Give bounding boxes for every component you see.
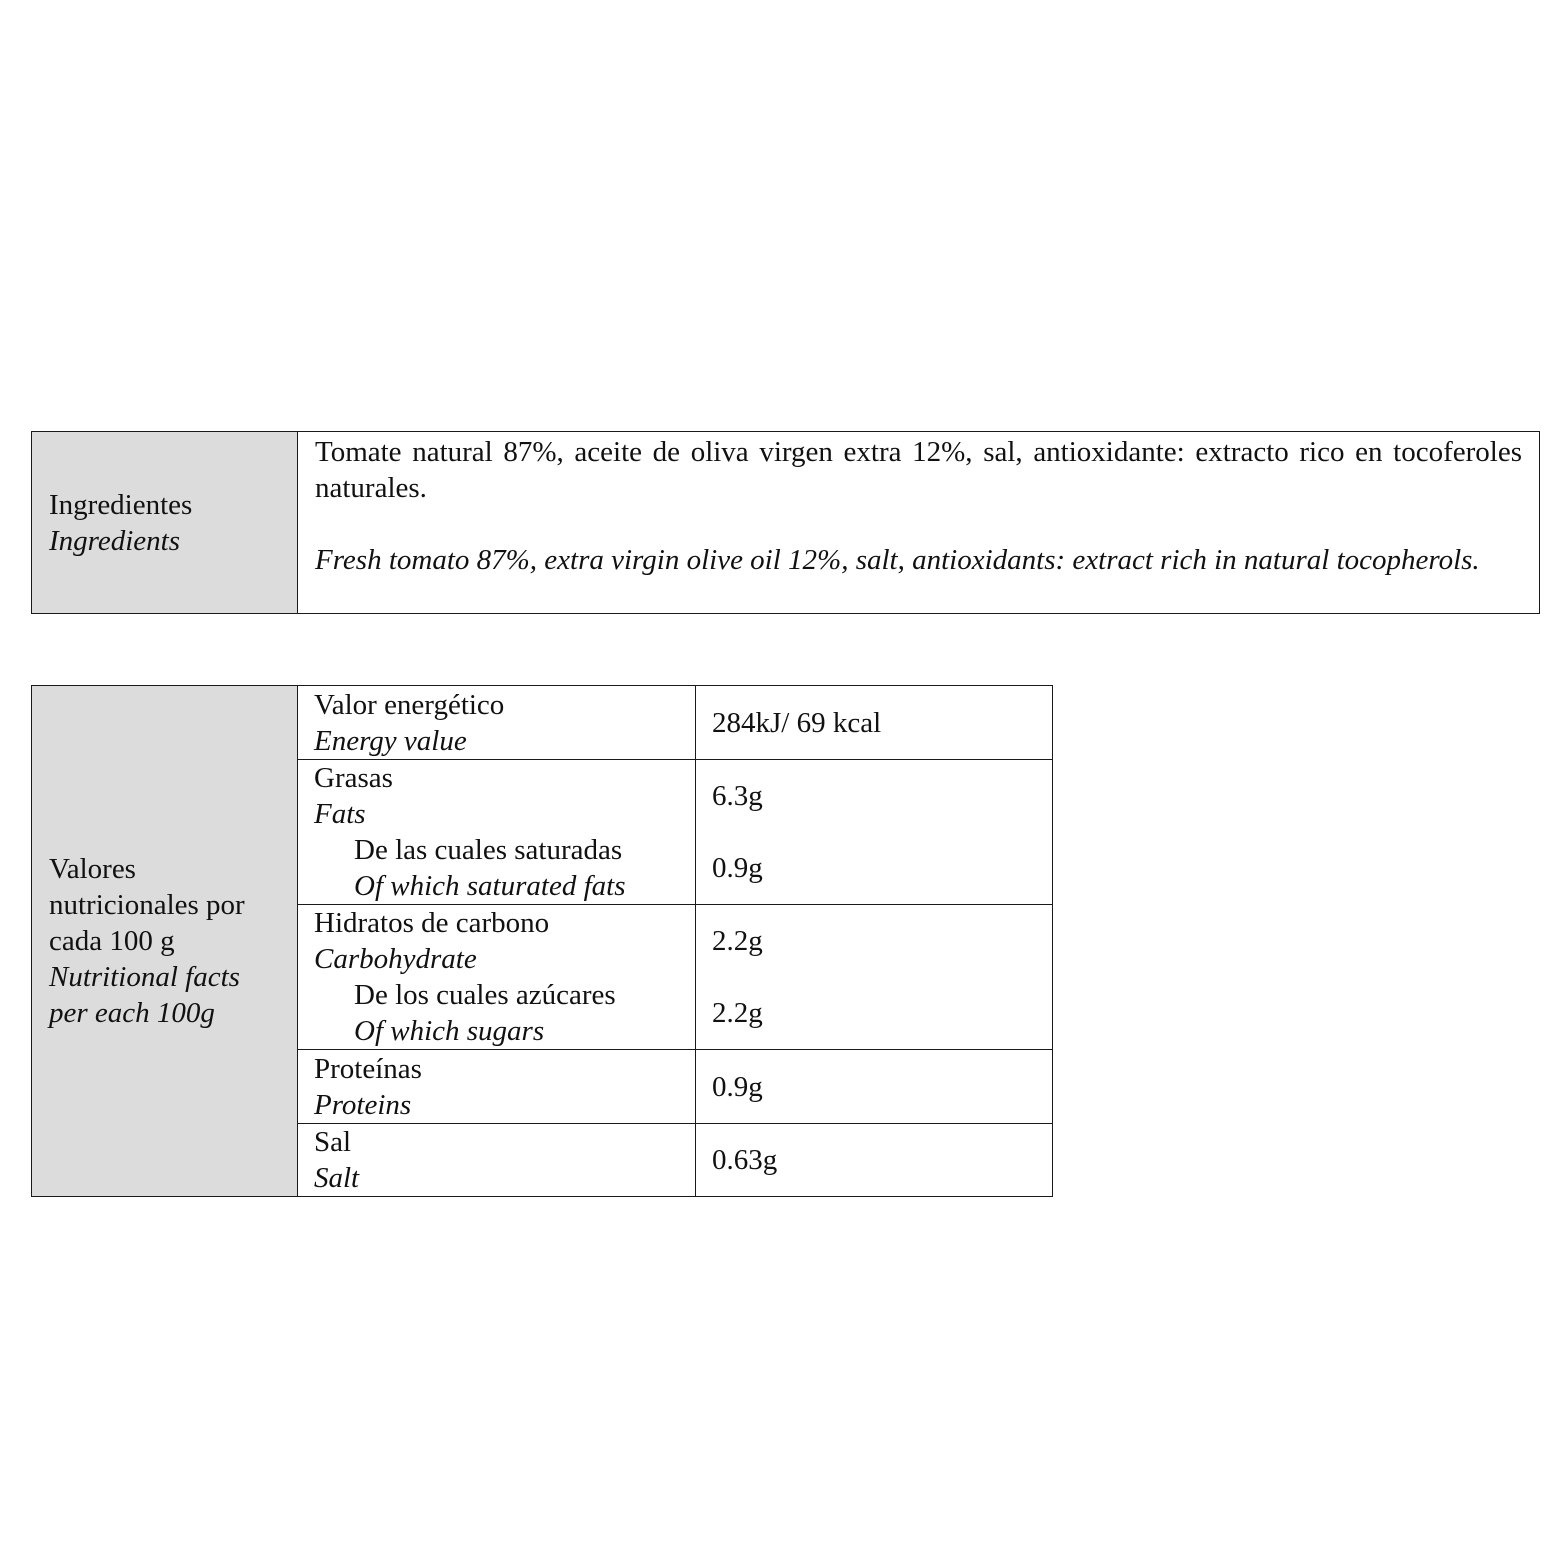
ingredients-text-cell (298, 432, 1539, 613)
proteins-value: 0.9g (712, 1070, 763, 1103)
nutrition-label-es-line2: nutricionales por (49, 889, 245, 921)
nutrition-label-cell (32, 686, 298, 1196)
ingredients-text-es: Tomate natural 87%, aceite de oliva virgen extra 12%, sal, antioxidante: extracto rico en tocoferoles naturales. (315, 436, 1522, 504)
carbohydrate-value: 2.2g (712, 925, 763, 957)
salt-name-en: Salt (314, 1162, 360, 1194)
sugars-name-es: De los cuales azúcares (354, 979, 616, 1011)
table-row-salt (298, 1124, 1052, 1196)
sugars-value: 2.2g (712, 997, 763, 1029)
energy-name-en: Energy value (314, 724, 467, 757)
carbohydrate-name-cell (298, 905, 696, 1049)
table-row-proteins (298, 1050, 1052, 1124)
nutrition-label-es-line3: cada 100 g (49, 925, 175, 957)
sugars-name-en: Of which sugars (354, 1015, 545, 1047)
nutrition-table (31, 685, 1053, 1197)
carbohydrate-value-cell (696, 905, 1052, 1049)
energy-value-cell (696, 686, 1052, 759)
nutrition-label-es-line1: Valores (49, 853, 136, 885)
fats-name-es: Grasas (314, 762, 393, 794)
energy-name-es: Valor energético (314, 688, 505, 721)
energy-value: 284kJ/ 69 kcal (712, 706, 882, 739)
ingredients-label-es: Ingredientes (49, 488, 193, 521)
nutrition-label-en-line2: per each 100g (49, 997, 215, 1029)
saturated-name-en: Of which saturated fats (354, 870, 626, 902)
proteins-value-cell (696, 1050, 1052, 1123)
salt-value: 0.63g (712, 1144, 778, 1176)
table-row-energy (298, 686, 1052, 760)
fats-value-cell (696, 760, 1052, 904)
saturated-name-es: De las cuales saturadas (354, 834, 623, 866)
table-row-carbohydrate (298, 905, 1052, 1050)
carbohydrate-name-es: Hidratos de carbono (314, 907, 550, 939)
proteins-name-en: Proteins (314, 1088, 412, 1121)
table-row-fats (298, 760, 1052, 905)
fats-name-en: Fats (314, 798, 366, 830)
ingredients-label-en: Ingredients (49, 524, 181, 557)
nutrition-label-en-line1: Nutritional facts (49, 961, 240, 993)
fats-name-cell (298, 760, 696, 904)
salt-value-cell (696, 1124, 1052, 1196)
ingredients-text-en: Fresh tomato 87%, extra virgin olive oil 12%, salt, antioxidants: extract rich in natural tocopherols. (315, 544, 1480, 576)
carbohydrate-name-en: Carbohydrate (314, 943, 477, 975)
energy-name-cell (298, 686, 696, 759)
ingredients-table (31, 431, 1540, 614)
ingredients-label-cell (32, 432, 298, 613)
proteins-name-cell (298, 1050, 696, 1123)
salt-name-cell (298, 1124, 696, 1196)
fats-value: 6.3g (712, 780, 763, 812)
salt-name-es: Sal (314, 1126, 352, 1158)
nutrition-rows (298, 686, 1052, 1196)
saturated-value: 0.9g (712, 852, 763, 884)
proteins-name-es: Proteínas (314, 1052, 422, 1085)
